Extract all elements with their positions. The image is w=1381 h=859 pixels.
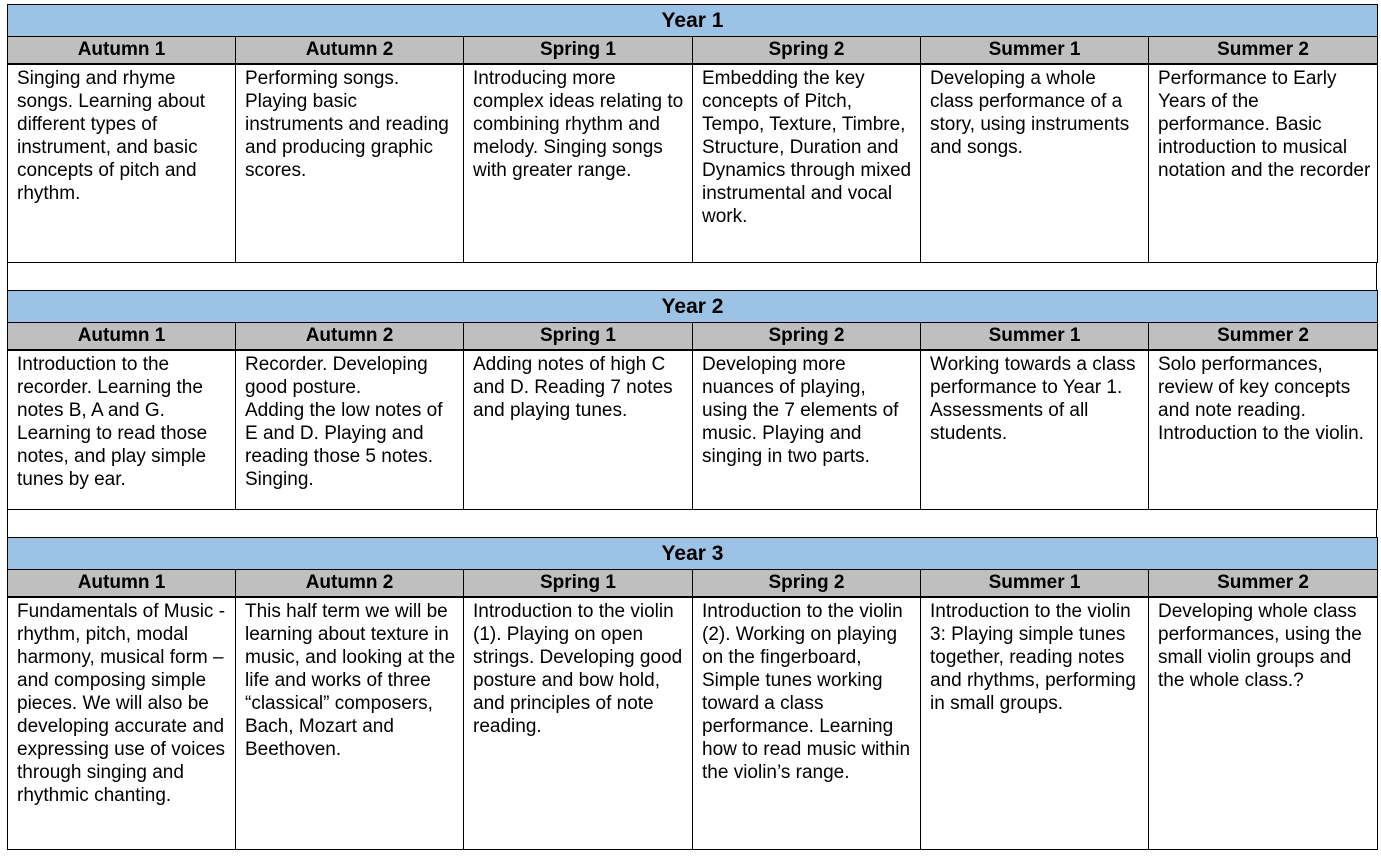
- term-header: Spring 1: [464, 570, 693, 598]
- year-1-table: [7, 4, 1378, 263]
- term-description: Performance to Early Years of the performance. Basic introduction to musical notation and the recorder: [1149, 64, 1378, 263]
- term-header: Summer 2: [1149, 570, 1378, 598]
- term-description: Introduction to the violin (1). Playing on open strings. Developing good posture and bow hold, and principles of note reading.: [464, 597, 693, 850]
- term-header: Spring 1: [464, 37, 693, 65]
- term-header: Autumn 2: [236, 323, 464, 351]
- term-description: Solo performances, review of key concepts and note reading. Introduction to the violin.: [1149, 350, 1378, 510]
- term-header: Summer 1: [921, 323, 1149, 351]
- term-description: Fundamentals of Music - rhythm, pitch, modal harmony, musical form – and composing simple pieces. We will also be developing accurate and expressing use of voices through singing and rhythmic chanting.: [8, 597, 236, 850]
- term-description: Developing whole class performances, using the small violin groups and the whole class.?: [1149, 597, 1378, 850]
- term-description: Developing more nuances of playing, using the 7 elements of music. Playing and singing in two parts.: [693, 350, 921, 510]
- year-title: Year 1: [8, 5, 1378, 37]
- term-description: Embedding the key concepts of Pitch, Tempo, Texture, Timbre, Structure, Duration and Dynamics through mixed instrumental and vocal work.: [693, 64, 921, 263]
- term-header: Spring 2: [693, 37, 921, 65]
- term-description: Recorder. Developing good posture. Adding the low notes of E and D. Playing and reading those 5 notes. Singing.: [236, 350, 464, 510]
- term-description: This half term we will be learning about texture in music, and looking at the life and works of three “classical” composers, Bach, Mozart and Beethoven.: [236, 597, 464, 850]
- term-description: Working towards a class performance to Year 1. Assessments of all students.: [921, 350, 1149, 510]
- table-row: [8, 350, 1378, 510]
- year-3-table: [7, 537, 1378, 850]
- term-description: Introduction to the violin 3: Playing simple tunes together, reading notes and rhythms, performing in small groups.: [921, 597, 1149, 850]
- section-spacer: [7, 263, 1377, 290]
- term-description: Adding notes of high C and D. Reading 7 notes and playing tunes.: [464, 350, 693, 510]
- table-row: [8, 64, 1378, 263]
- term-header: Summer 1: [921, 570, 1149, 598]
- term-header: Autumn 2: [236, 37, 464, 65]
- term-header: Autumn 2: [236, 570, 464, 598]
- term-description: Introduction to the violin (2). Working on playing on the fingerboard, Simple tunes working toward a class performance. Learning how to read music within the violin’s range.: [693, 597, 921, 850]
- term-header: Spring 1: [464, 323, 693, 351]
- term-header: Summer 2: [1149, 37, 1378, 65]
- term-header: Spring 2: [693, 323, 921, 351]
- term-header: Spring 2: [693, 570, 921, 598]
- term-description: Introducing more complex ideas relating to combining rhythm and melody. Singing songs with greater range.: [464, 64, 693, 263]
- year-title: Year 3: [8, 538, 1378, 570]
- term-description: Singing and rhyme songs. Learning about different types of instrument, and basic concepts of pitch and rhythm.: [8, 64, 236, 263]
- term-header: Autumn 1: [8, 323, 236, 351]
- term-header: Summer 2: [1149, 323, 1378, 351]
- term-header: Autumn 1: [8, 37, 236, 65]
- year-2-table: [7, 290, 1378, 510]
- term-description: Performing songs. Playing basic instruments and reading and producing graphic scores.: [236, 64, 464, 263]
- term-header: Autumn 1: [8, 570, 236, 598]
- curriculum-document: [7, 4, 1377, 850]
- section-spacer: [7, 510, 1377, 537]
- table-row: [8, 597, 1378, 850]
- year-title: Year 2: [8, 291, 1378, 323]
- term-header: Summer 1: [921, 37, 1149, 65]
- term-description: Introduction to the recorder. Learning the notes B, A and G. Learning to read those notes, and play simple tunes by ear.: [8, 350, 236, 510]
- term-description: Developing a whole class performance of a story, using instruments and songs.: [921, 64, 1149, 263]
